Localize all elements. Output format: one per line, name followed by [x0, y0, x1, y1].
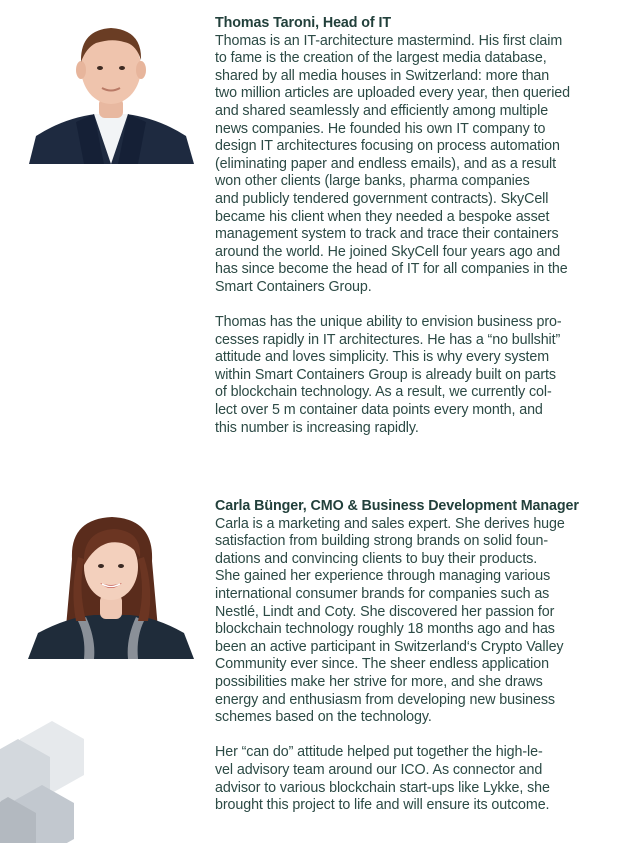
bio-line: and shared seamlessly and efficiently among multiple	[215, 102, 549, 119]
bio-line: Community ever since. The sheer endless application	[215, 656, 549, 673]
bio-line: attitude and loves simplicity. This is why every system	[215, 349, 550, 366]
bio-line: this number is increasing rapidly.	[215, 419, 419, 436]
bio-line: shared by all media houses in Switzerland: more than	[215, 67, 550, 84]
bio-line: advisor to various blockchain start-ups like Lykke, she	[215, 779, 550, 796]
bio-carla	[215, 498, 610, 815]
profile-name-title: Thomas Taroni, Head of IT	[215, 15, 391, 31]
bio-line: of blockchain technology. As a result, we currently col-	[215, 384, 552, 401]
bio-line: has since become the head of IT for all companies in the	[215, 261, 568, 278]
profile-thomas-taroni	[0, 15, 624, 465]
bio-line: She gained her experience through managing various	[215, 568, 551, 585]
bio-line: lect over 5 m container data points every month, and	[215, 402, 543, 419]
bio-line: Carla is a marketing and sales expert. She derives huge	[215, 515, 565, 532]
bio-line: Thomas is an IT-architecture mastermind. His first claim	[215, 32, 563, 49]
bio-paragraph	[215, 744, 610, 814]
bio-line: been an active participant in Switzerland‘s Crypto Valley	[215, 638, 564, 655]
bio-line: became his client when they needed a bespoke asset	[215, 208, 550, 225]
bio-line: two million articles are uploaded every year, then queried	[215, 85, 571, 102]
profile-name-title: Carla Bünger, CMO & Business Development Manager	[215, 498, 579, 514]
bio-line: energy and enthusiasm from developing new business	[215, 691, 555, 708]
bio-line: (eliminating paper and endless emails), and as a result	[215, 155, 556, 172]
bio-line: vel advisory team around our ICO. As connector and	[215, 761, 543, 778]
bio-line: Thomas has the unique ability to envision business pro-	[215, 314, 562, 331]
bio-line: design IT architectures focusing on process automation	[215, 138, 560, 155]
bio-line: management system to track and trace their containers	[215, 226, 559, 243]
bio-line: brought this project to life and will ensure its outcome.	[215, 797, 550, 814]
bio-line: around the world. He joined SkyCell four years ago and	[215, 243, 561, 260]
bio-line: Smart Containers Group.	[215, 278, 372, 295]
bio-paragraph	[215, 33, 610, 297]
bio-line: won other clients (large banks, pharma companies	[215, 173, 530, 190]
bio-line: news companies. He founded his own IT company to	[215, 120, 546, 137]
bio-line: blockchain technology roughly 18 months ago and has	[215, 621, 555, 638]
bio-line: satisfaction from building strong brands on solid foun-	[215, 533, 549, 550]
bio-paragraph	[215, 516, 610, 727]
hexagon-pattern-icon	[0, 703, 140, 843]
bio-line: to fame is the creation of the largest media database,	[215, 50, 547, 67]
bio-line: schemes based on the technology.	[215, 709, 432, 726]
bio-line: and publicly tendered government contracts). SkyCell	[215, 190, 549, 207]
bio-line: Nestlé, Lindt and Coty. She discovered her passion for	[215, 603, 555, 620]
bio-paragraph	[215, 314, 610, 437]
portrait-man-icon	[24, 18, 198, 164]
bio-line: within Smart Containers Group is already built on parts	[215, 366, 556, 383]
bio-line: cesses rapidly in IT architectures. He has a “no bullshit”	[215, 331, 561, 348]
bio-line: Her “can do” attitude helped put together the high-le-	[215, 744, 543, 761]
bio-line: international consumer brands for companies such as	[215, 585, 550, 602]
portrait-woman-icon	[24, 509, 198, 659]
bio-line: possibilities make her strive for more, and she draws	[215, 673, 543, 690]
bio-line: dations and convincing clients to buy their products.	[215, 550, 538, 567]
bio-thomas	[215, 15, 610, 437]
